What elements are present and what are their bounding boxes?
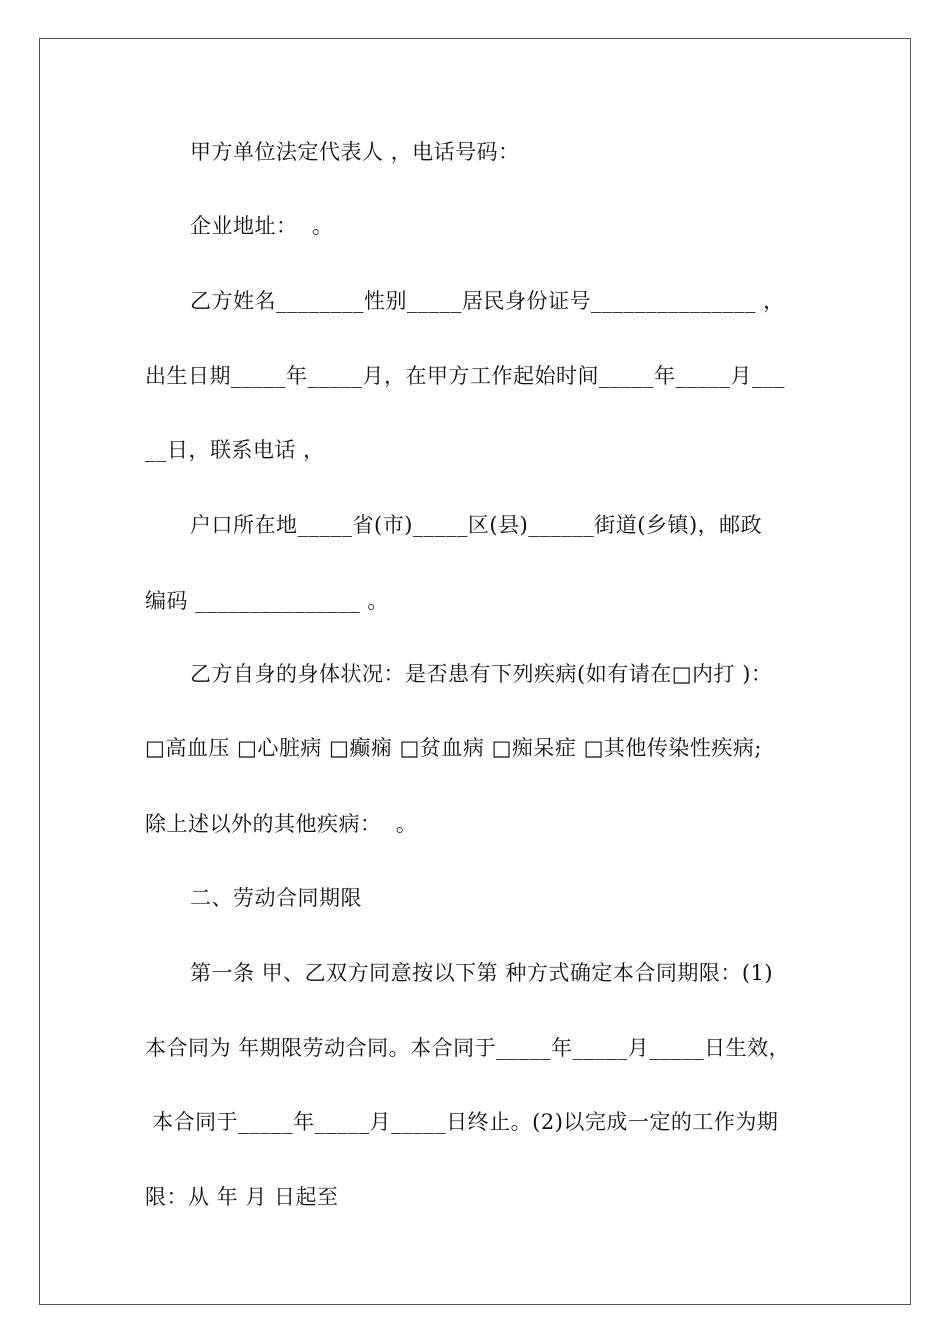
disease-checkbox-line: □高血压 □心脏病 □癫痫 □贫血病 □痴呆症 □其他传染性疾病;	[145, 736, 762, 760]
health-status-line: 乙方自身的身体状况：是否患有下列疾病(如有请在□内打 )：	[190, 662, 773, 686]
birth-date-line: 出生日期_____年_____月，在甲方工作起始时间_____年_____月___	[145, 364, 785, 388]
party-a-representative-line: 甲方单位法定代表人 ，电话号码：	[190, 140, 520, 164]
other-disease-line: 除上述以外的其他疾病： 。	[145, 812, 418, 836]
fixed-term-end-line: 本合同于_____年_____月_____日终止。(2)以完成一定的工作为期	[145, 1110, 779, 1134]
postal-code-line: 编码 _______________ 。	[145, 589, 389, 613]
company-address-line: 企业地址： 。	[190, 214, 334, 238]
task-term-line: 限：从 年 月 日起至	[145, 1185, 339, 1209]
article-one-line: 第一条 甲、乙双方同意按以下第 种方式确定本合同期限：(1)	[190, 961, 774, 985]
contact-phone-line: __日，联系电话 ，	[145, 438, 325, 462]
party-b-name-line: 乙方姓名________性别_____居民身份证号_______________ ，	[190, 289, 785, 313]
section-heading-contract-term: 二、劳动合同期限	[190, 886, 362, 910]
fixed-term-start-line: 本合同为 年期限劳动合同。本合同于_____年_____月_____日生效，	[145, 1036, 791, 1060]
household-registration-line: 户口所在地_____省(市)_____区(县)______街道(乡镇)，邮政	[190, 513, 763, 537]
